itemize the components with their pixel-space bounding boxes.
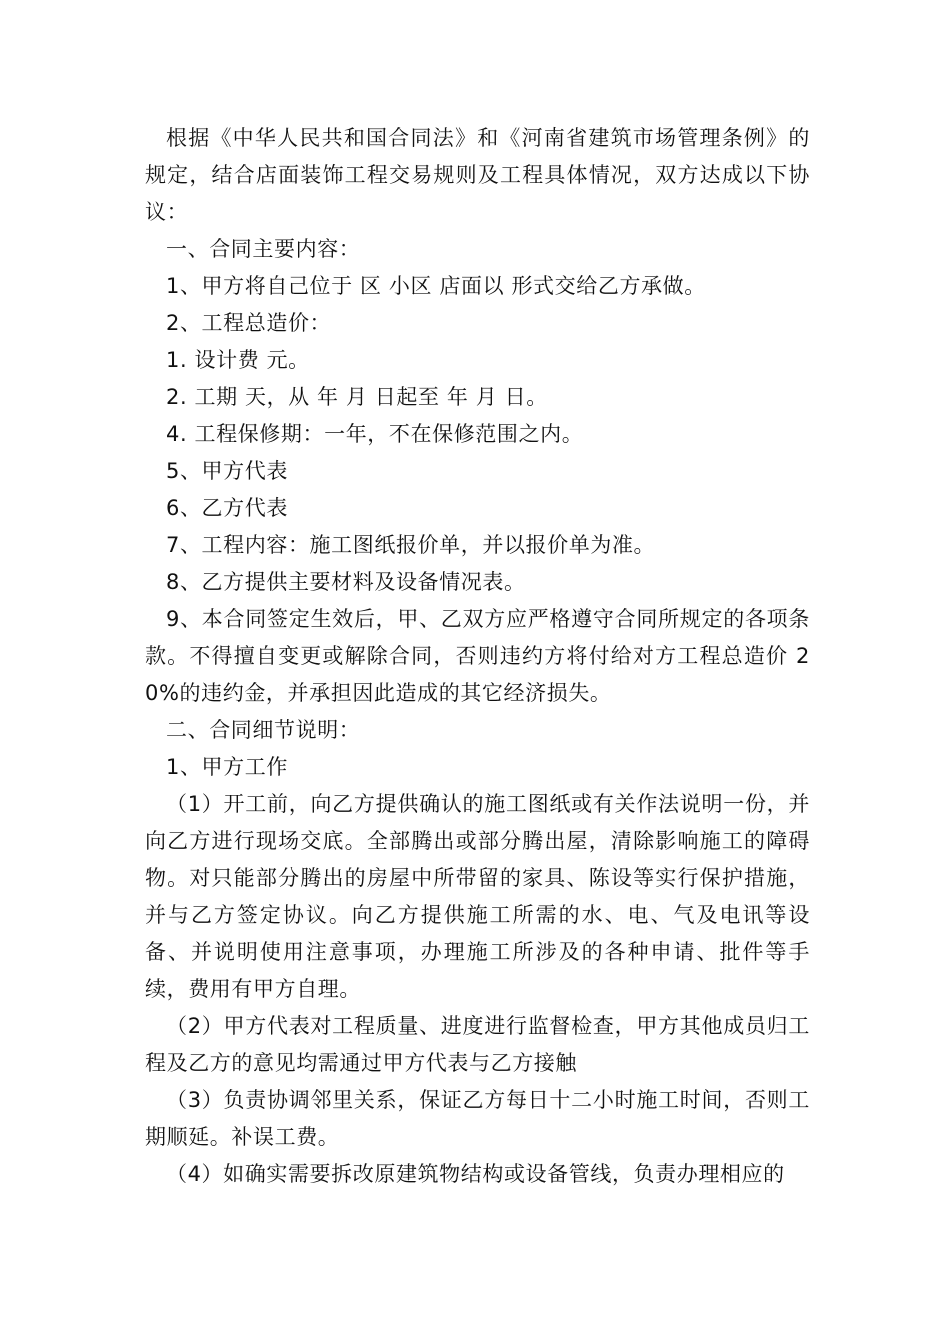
party-a-item-2: （2）甲方代表对工程质量、进度进行监督检查，甲方其他成员归工程及乙方的意见均需通过甲方代表与乙方接触 [145, 1014, 810, 1075]
clause-2-2: 2. 工期 天，从 年 月 日起至 年 月 日。 [166, 385, 548, 409]
clause-1: 1、甲方将自己位于 区 小区 店面以 形式交给乙方承做。 [166, 274, 706, 298]
party-a-work-heading: 1、甲方工作 [166, 755, 288, 779]
intro-paragraph: 根据《中华人民共和国合同法》和《河南省建筑市场管理条例》的规定，结合店面装饰工程交易规则及工程具体情况，双方达成以下协议： [145, 126, 810, 224]
clause-2: 2、工程总造价： [166, 311, 332, 335]
clause-8: 8、乙方提供主要材料及设备情况表。 [166, 570, 526, 594]
clause-7: 7、工程内容：施工图纸报价单，并以报价单为准。 [166, 533, 656, 557]
section-1-heading: 一、合同主要内容： [166, 237, 361, 261]
clause-2-1: 1. 设计费 元。 [166, 348, 310, 372]
party-a-item-1: （1）开工前，向乙方提供确认的施工图纸或有关作法说明一份，并向乙方进行现场交底。全部腾出或部分腾出屋，清除影响施工的障碍物。对只能部分腾出的房屋中所带留的家具、陈设等实行保护措施，并与乙方签定协议。向乙方提供施工所需的水、电、气及电讯等设备、并说明使用注意事项，办理施工所涉及的各种申请、批件等手续，费用有甲方自理。 [145, 792, 810, 1001]
clause-6: 6、乙方代表 [166, 496, 288, 520]
party-a-item-4: （4）如确实需要拆改原建筑物结构或设备管线，负责办理相应的 [166, 1162, 785, 1186]
clause-5: 5、甲方代表 [166, 459, 288, 483]
clause-2-4: 4. 工程保修期：一年，不在保修范围之内。 [166, 422, 584, 446]
section-2-heading: 二、合同细节说明： [166, 718, 361, 742]
clause-9: 9、本合同签定生效后，甲、乙双方应严格遵守合同所规定的各项条款。不得擅自变更或解除合同，否则违约方将付给对方工程总造价 20%的违约金，并承担因此造成的其它经济损失。 [145, 607, 810, 705]
party-a-item-3: （3）负责协调邻里关系，保证乙方每日十二小时施工时间，否则工期顺延。补误工费。 [145, 1088, 810, 1149]
contract-body [145, 120, 810, 1193]
